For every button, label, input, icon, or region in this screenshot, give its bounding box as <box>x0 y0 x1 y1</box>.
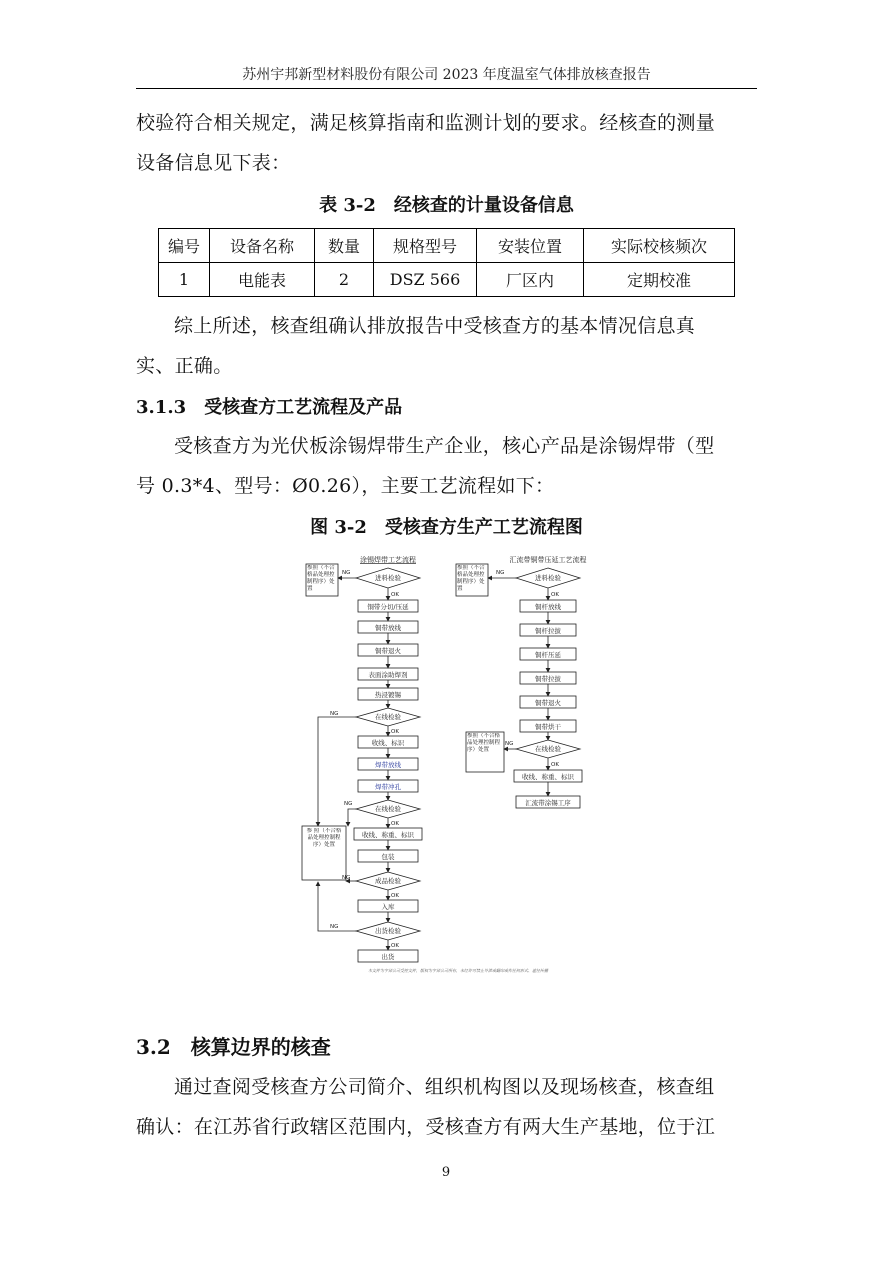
paragraph-line: 受核查方为光伏板涂锡焊带生产企业，核心产品是涂锡焊带（型 <box>174 435 715 457</box>
ok-label: OK <box>551 762 559 768</box>
process-label: 出货 <box>381 953 395 961</box>
table-cell: 定期校准 <box>584 263 735 297</box>
process-label: 焊带冲孔 <box>375 783 401 791</box>
process-label: 包装 <box>381 853 395 861</box>
decision-label: 在线检验 <box>375 805 401 813</box>
table-cell: DSZ 566 <box>374 263 477 297</box>
paragraph-line: 确认：在江苏省行政辖区范围内，受核查方有两大生产基地，位于江 <box>136 1116 716 1138</box>
ng-label: NG <box>342 875 351 881</box>
process-label: 表面涂助焊剂 <box>368 671 408 679</box>
process-label: 汇流带涂锡工序 <box>525 799 571 807</box>
ng-label: NG <box>330 711 339 717</box>
table-header-cell: 编号 <box>159 229 210 263</box>
process-flow-diagram <box>298 548 618 980</box>
process-label: 收线、标识 <box>371 739 405 747</box>
table-header-cell: 设备名称 <box>210 229 315 263</box>
page-number: 9 <box>441 1165 451 1180</box>
paragraph-line: 校验符合相关规定，满足核算指南和监测计划的要求。经核查的测量 <box>136 112 716 134</box>
ref-box-label: 参照（不合格品处理控制程序）处置 <box>307 565 335 592</box>
process-label: 铜带退火 <box>375 647 401 655</box>
table-cell: 2 <box>315 263 374 297</box>
process-label: 焊带放线 <box>375 761 401 769</box>
table-header-cell: 实际校核频次 <box>584 229 735 263</box>
process-label: 铜带烘干 <box>535 723 561 731</box>
ok-label: OK <box>391 729 399 735</box>
ng-label: NG <box>505 741 514 747</box>
paragraph-line: 综上所述，核查组确认排放报告中受核查方的基本情况信息真 <box>174 315 696 337</box>
paragraph-line: 号 0.3*4、型号：Ø0.26），主要工艺流程如下： <box>136 475 555 497</box>
process-label: 收线、称重、标识 <box>362 831 414 839</box>
equipment-table <box>158 228 735 297</box>
table-cell: 厂区内 <box>477 263 584 297</box>
ng-label: NG <box>496 570 505 576</box>
process-label: 铜带拉拔 <box>535 675 561 683</box>
process-label: 铜带分切/压延 <box>367 603 409 611</box>
decision-label: 在线检验 <box>375 713 401 721</box>
process-label: 入库 <box>381 903 395 911</box>
ng-label: NG <box>342 570 351 576</box>
section-heading: 3.1.3 受核查方工艺流程及产品 <box>136 397 403 418</box>
table-row <box>159 263 735 297</box>
flow-footnote: 本文件为宇邦公司受控文件，版权为宇邦公司所有，未经许可禁止外泄或翻印或作任何形式、途径传播 <box>368 968 548 973</box>
table-header-row <box>159 229 735 263</box>
ok-label: OK <box>391 943 399 949</box>
ok-label: OK <box>391 821 399 827</box>
process-label: 收线、称重、标识 <box>522 773 574 781</box>
table-header-cell: 数量 <box>315 229 374 263</box>
header-rule <box>136 88 757 89</box>
paragraph-line: 设备信息见下表： <box>136 152 291 174</box>
ng-label: NG <box>330 924 339 930</box>
process-label: 铜带放线 <box>375 624 401 632</box>
table-cell: 电能表 <box>210 263 315 297</box>
ref-box-label: 参 照（不合格品处理控制程序）处置 <box>306 828 342 848</box>
table-header-cell: 规格型号 <box>374 229 477 263</box>
decision-label: 成品检验 <box>375 877 401 885</box>
flow-title: 汇流带铜带压延工艺流程 <box>509 556 587 564</box>
page-header: 苏州宇邦新型材料股份有限公司 2023 年度温室气体排放核查报告 <box>242 67 651 83</box>
process-label: 铜带退火 <box>535 699 561 707</box>
ok-label: OK <box>391 592 399 598</box>
ref-box-label: 参照（不合格品处理控制程序）处置 <box>467 733 501 753</box>
paragraph-line: 实、正确。 <box>136 355 233 377</box>
decision-label: 出货检验 <box>375 927 401 935</box>
table-header-cell: 安装位置 <box>477 229 584 263</box>
section-heading: 3.2 核算边界的核查 <box>136 1035 331 1059</box>
ok-label: OK <box>551 592 559 598</box>
ng-label: NG <box>344 801 353 807</box>
process-label: 铜杆压延 <box>535 651 561 659</box>
process-label: 铜杆拉拔 <box>535 627 561 635</box>
ok-label: OK <box>391 893 399 899</box>
table-cell: 1 <box>159 263 210 297</box>
process-label: 铜杆放线 <box>535 603 561 611</box>
table-caption: 表 3-2 经核查的计量设备信息 <box>319 195 574 216</box>
process-label: 热浸镀锡 <box>375 691 401 699</box>
paragraph-line: 通过查阅受核查方公司简介、组织机构图以及现场核查，核查组 <box>174 1076 715 1098</box>
ref-box-label: 参照（不合格品处理控制程序）处置 <box>457 565 485 592</box>
flow-title: 涂锡焊带工艺流程 <box>360 556 416 564</box>
decision-label: 在线检验 <box>535 745 561 753</box>
decision-label: 进料检验 <box>375 574 401 582</box>
figure-caption: 图 3-2 受核查方生产工艺流程图 <box>310 517 583 538</box>
decision-label: 进料检验 <box>535 574 561 582</box>
